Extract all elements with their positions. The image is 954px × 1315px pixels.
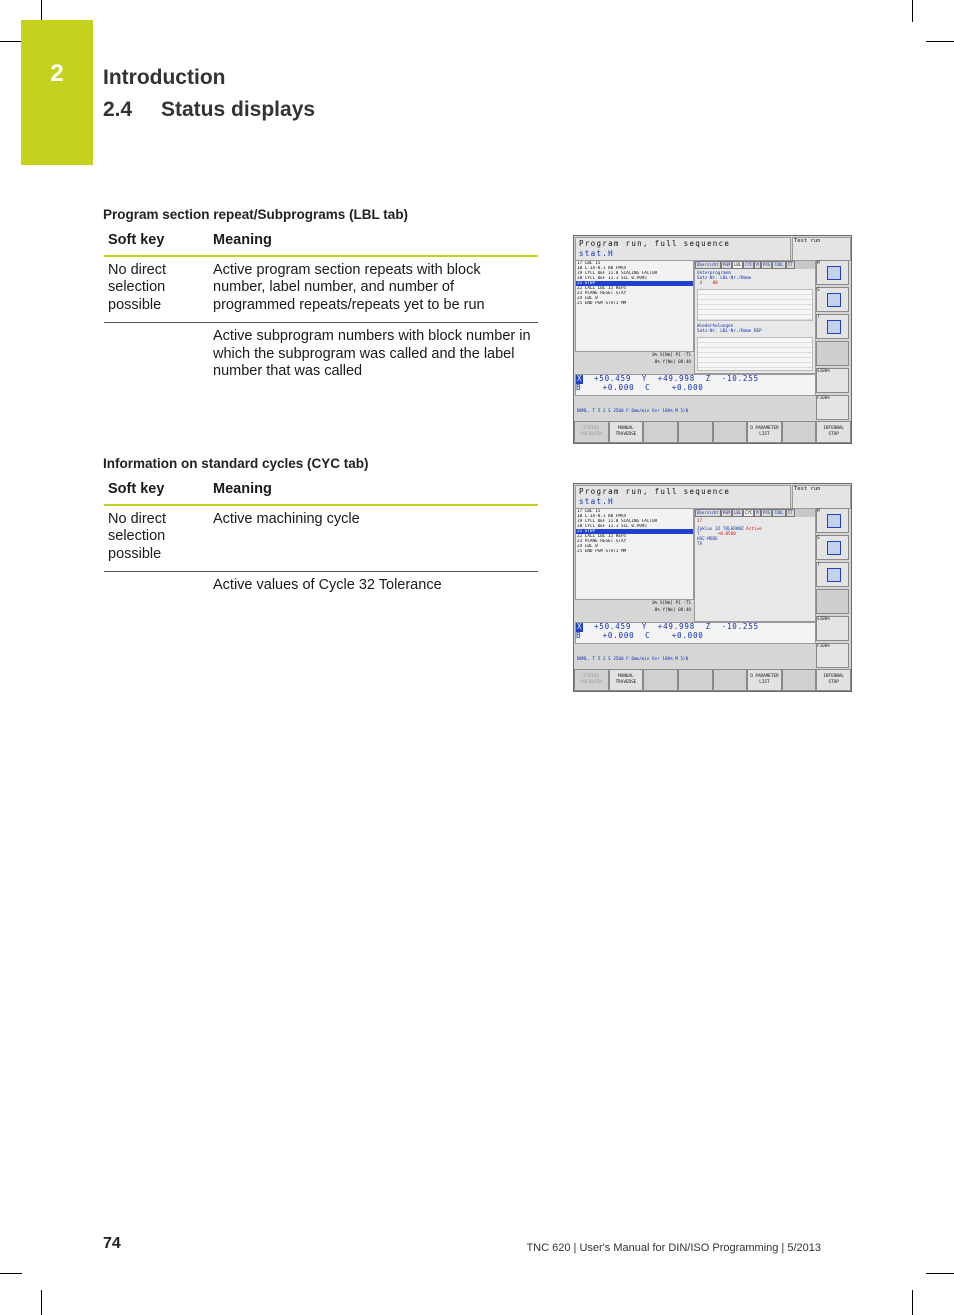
tab-m[interactable]: M <box>756 510 759 515</box>
subprogram-label: 88 <box>712 281 718 286</box>
softkey-blank[interactable] <box>782 421 817 443</box>
side-key-feed-override[interactable]: F100% <box>816 643 849 668</box>
crop-mark <box>41 1290 42 1315</box>
softkey-manual-traverse[interactable]: MANUAL TRAVERSE <box>609 421 644 443</box>
softkey-blank[interactable] <box>643 421 678 443</box>
axis-value: -10.255 <box>721 622 759 631</box>
section-number: 2.4 <box>103 98 133 121</box>
softkey-blank[interactable] <box>782 669 817 691</box>
tab-tool[interactable]: TOOL <box>774 262 784 267</box>
spindle-icon <box>827 266 841 280</box>
t-value: +0.0500 <box>717 532 736 537</box>
section-name: Status displays <box>161 98 316 121</box>
crop-mark <box>926 1273 954 1274</box>
tab-pgm[interactable]: PGM <box>722 510 730 515</box>
axis-label: X <box>577 374 583 383</box>
crop-mark <box>912 1290 913 1315</box>
program-line: 20 CYCL DEF 11.1 SCL 0.9995 <box>577 276 647 281</box>
program-line: 23 PLANE RESET STAY <box>577 539 627 544</box>
axis-label: Y <box>641 374 648 383</box>
table-row <box>104 256 538 323</box>
side-key-spindle-override[interactable]: S100% <box>816 368 849 393</box>
chapter-title: Introduction <box>103 66 226 89</box>
tab-m[interactable]: M <box>756 262 759 267</box>
tab-tt[interactable]: TT <box>787 262 793 267</box>
meaning-cell: Active machining cycle <box>209 505 538 572</box>
softkey-blank[interactable] <box>713 421 748 443</box>
crop-mark <box>912 0 913 22</box>
operating-mode: Program run, full sequence <box>579 239 731 248</box>
softkey-internal-stop[interactable]: INTERNAL STOP <box>816 669 851 691</box>
subprogram-columns: Satz-Nr. LBL-Nr./Name <box>697 276 752 281</box>
program-line: 18 L IX-0.1 R0 FMAX <box>577 514 627 519</box>
repeats-list <box>697 337 813 371</box>
chapter-tab <box>21 20 93 165</box>
mode-header <box>575 237 791 261</box>
axis-label: Z <box>705 374 711 383</box>
side-softkeys <box>816 260 849 418</box>
softkey-blank[interactable] <box>678 421 713 443</box>
tab-cyc[interactable]: CYC <box>745 510 753 515</box>
subprogram-row <box>697 281 813 286</box>
table-row <box>104 505 538 572</box>
lbl-table <box>104 228 538 389</box>
cyc-table <box>104 477 538 603</box>
nominal-bar: NOML. T 5 2 S 2500 F 0mm/min Ovr 100% M 5/8 <box>577 657 689 662</box>
feed-line: 0% Y[Nm] 08:40 <box>654 360 691 365</box>
status-tabs <box>695 509 815 517</box>
softkey-manual-traverse[interactable]: MANUAL TRAVERSE <box>609 669 644 691</box>
axis-value: +0.000 <box>602 630 635 640</box>
position-display <box>575 622 816 644</box>
tab-pos[interactable]: POS <box>762 510 771 515</box>
program-window <box>575 260 694 352</box>
chapter-number: 2 <box>50 60 64 87</box>
side-key-m[interactable]: M <box>816 508 849 533</box>
cyc-tab-screenshot <box>573 483 852 692</box>
axis-value: +0.000 <box>671 382 704 392</box>
crop-mark <box>41 0 42 22</box>
tab-tt[interactable]: TT <box>787 510 793 515</box>
feed-line: 0% X[Nm] P1 -T1 <box>652 353 691 358</box>
program-line: 20 CYCL DEF 11.1 SCL 0.9995 <box>577 524 647 529</box>
ta-label: TA <box>697 542 703 547</box>
tolerance-state: Active <box>746 527 762 532</box>
softkey-q-parameter-list[interactable]: Q PARAMETER LIST <box>747 669 782 691</box>
col-meaning-header: Meaning <box>209 477 538 505</box>
softkey-status-overview[interactable]: STATUS OVERVIEW <box>574 421 609 443</box>
axis-label: C <box>645 630 651 640</box>
axis-label: B <box>576 630 582 640</box>
program-line: 24 LBL 0 <box>577 296 598 301</box>
subprogram-title: Unterprogramm <box>697 271 731 276</box>
axis-label: X <box>577 622 583 631</box>
program-name: stat.H <box>579 497 614 506</box>
secondary-mode: Test run <box>792 485 851 509</box>
axis-label: Y <box>641 622 648 631</box>
program-line: 19 CYCL DEF 11.0 SCALING FACTOR <box>577 271 658 276</box>
tool-icon <box>827 541 841 555</box>
status-tabs <box>695 261 815 269</box>
feed-info <box>575 600 693 620</box>
axis-value: +49.998 <box>657 622 696 631</box>
meaning-cell: Active subprogram numbers with block number in which the subprogram was called and the label number that was called <box>213 328 531 379</box>
spindle-icon <box>827 514 841 528</box>
program-line: 19 CYCL DEF 11.0 SCALING FACTOR <box>577 519 658 524</box>
status-window <box>694 508 816 622</box>
axis-value: +0.000 <box>671 630 704 640</box>
tab-cyc[interactable]: CYC <box>745 262 753 267</box>
tab-tool[interactable]: TOOL <box>774 510 784 515</box>
axis-value: +0.000 <box>602 382 635 392</box>
softkey-blank[interactable] <box>643 669 678 691</box>
softkey-blank[interactable] <box>678 669 713 691</box>
softkey-cell: No direct selection possible <box>104 505 209 572</box>
feed-line: 0% Y[Nm] 08:40 <box>654 608 691 613</box>
lbl-heading: Program section repeat/Subprograms (LBL tab) <box>103 207 409 222</box>
active-cycle: 17 <box>697 519 703 524</box>
hsc-mode-label: HSC-MODE <box>697 537 718 542</box>
program-line: 23 PLANE RESET STAY <box>577 291 627 296</box>
tab-lbl[interactable]: LBL <box>733 510 742 515</box>
softkey-row <box>574 669 851 691</box>
program-line: 25 END PGM STAT1 MM <box>577 549 627 554</box>
tab-pgm[interactable]: PGM <box>722 262 730 267</box>
softkey-row <box>574 421 851 443</box>
softkey-internal-stop[interactable]: INTERNAL STOP <box>816 421 851 443</box>
side-key-m[interactable]: M <box>816 260 849 285</box>
side-key-spindle-override[interactable]: S100% <box>816 616 849 641</box>
position-display <box>575 374 816 396</box>
lbl-tab-screenshot <box>573 235 852 444</box>
side-key-t[interactable]: T <box>816 314 849 339</box>
table-row <box>104 323 538 389</box>
cycle-section <box>695 517 815 549</box>
subprogram-section <box>695 269 815 288</box>
program-line: 22 CALL LBL 15 REP5 <box>577 534 627 539</box>
axis-value: +49.998 <box>657 374 696 383</box>
feed-line: 0% X[Nm] P1 -T1 <box>652 601 691 606</box>
cyc-heading: Information on standard cycles (CYC tab) <box>103 456 369 471</box>
repeats-section <box>695 322 815 336</box>
tool-change-icon <box>827 568 841 582</box>
secondary-mode: Test run <box>792 237 851 261</box>
axis-label: B <box>576 382 582 392</box>
crop-mark <box>0 41 22 42</box>
tab-pos[interactable]: POS <box>762 262 771 267</box>
softkey-cell <box>104 323 209 389</box>
axis-label: Z <box>705 622 711 631</box>
softkey-blank[interactable] <box>713 669 748 691</box>
subprogram-list <box>697 289 813 321</box>
meaning-cell: Active program section repeats with block number, label number, and number of programmed repeats/repeats yet to be run <box>209 256 538 323</box>
col-softkey-header: Soft key <box>104 477 209 505</box>
program-name: stat.H <box>579 249 614 258</box>
softkey-cell: No direct selection possible <box>104 256 209 323</box>
program-line-active: 21 STOP <box>576 529 693 534</box>
col-softkey-header: Soft key <box>104 228 209 256</box>
softkey-q-parameter-list[interactable]: Q PARAMETER LIST <box>747 421 782 443</box>
nominal-bar: NOML. T 5 2 S 2500 F 0mm/min Ovr 100% M 5/8 <box>577 409 689 414</box>
program-window <box>575 508 694 600</box>
axis-value: -10.255 <box>721 374 759 383</box>
side-key-s[interactable]: S <box>816 535 849 560</box>
side-key-t[interactable]: T <box>816 562 849 587</box>
tab-lbl[interactable]: LBL <box>733 262 742 267</box>
crop-mark <box>926 41 954 42</box>
softkey-cell <box>104 572 209 603</box>
table-row <box>104 572 538 603</box>
subprogram-block: 4 <box>699 281 703 286</box>
status-window <box>694 260 816 374</box>
page-number: 74 <box>103 1235 121 1252</box>
program-line: 17 LBL 15 <box>577 509 601 514</box>
feed-info <box>575 352 693 372</box>
meaning-cell: Active values of Cycle 32 Tolerance <box>213 577 442 593</box>
repeats-columns: Satz-Nr. LBL-Nr./Name REP <box>697 329 762 334</box>
col-meaning-header: Meaning <box>209 228 538 256</box>
crop-mark <box>0 1273 22 1274</box>
footer-text: TNC 620 | User's Manual for DIN/ISO Programming | 5/2013 <box>526 1242 821 1254</box>
softkey-status-overview[interactable]: STATUS OVERVIEW <box>574 669 609 691</box>
program-line: 17 LBL 15 <box>577 261 601 266</box>
side-key-blank[interactable] <box>816 589 849 614</box>
repeats-title: Wiederholungen <box>697 324 734 329</box>
tool-icon <box>827 293 841 307</box>
tab-overview[interactable]: Übersicht <box>697 262 719 267</box>
side-softkeys <box>816 508 849 666</box>
program-line: 22 CALL LBL 15 REP5 <box>577 286 627 291</box>
side-key-feed-override[interactable]: F100% <box>816 395 849 420</box>
mode-header <box>575 485 791 509</box>
axis-label: C <box>645 382 651 392</box>
tab-overview[interactable]: Übersicht <box>697 510 719 515</box>
operating-mode: Program run, full sequence <box>579 487 731 496</box>
axis-value: +50.459 <box>593 374 632 383</box>
t-label: T <box>697 532 700 537</box>
side-key-s[interactable]: S <box>816 287 849 312</box>
program-line: 24 LBL 0 <box>577 544 598 549</box>
section-title <box>103 98 315 122</box>
program-line: 25 END PGM STAT1 MM <box>577 301 627 306</box>
program-line: 18 L IX-0.1 R0 FMAX <box>577 266 627 271</box>
axis-value: +50.459 <box>593 622 632 631</box>
side-key-blank[interactable] <box>816 341 849 366</box>
program-line-active: 21 STOP <box>576 281 693 286</box>
tolerance-label: Zyklus 32 TOLERANZ <box>697 527 744 532</box>
tool-change-icon <box>827 320 841 334</box>
